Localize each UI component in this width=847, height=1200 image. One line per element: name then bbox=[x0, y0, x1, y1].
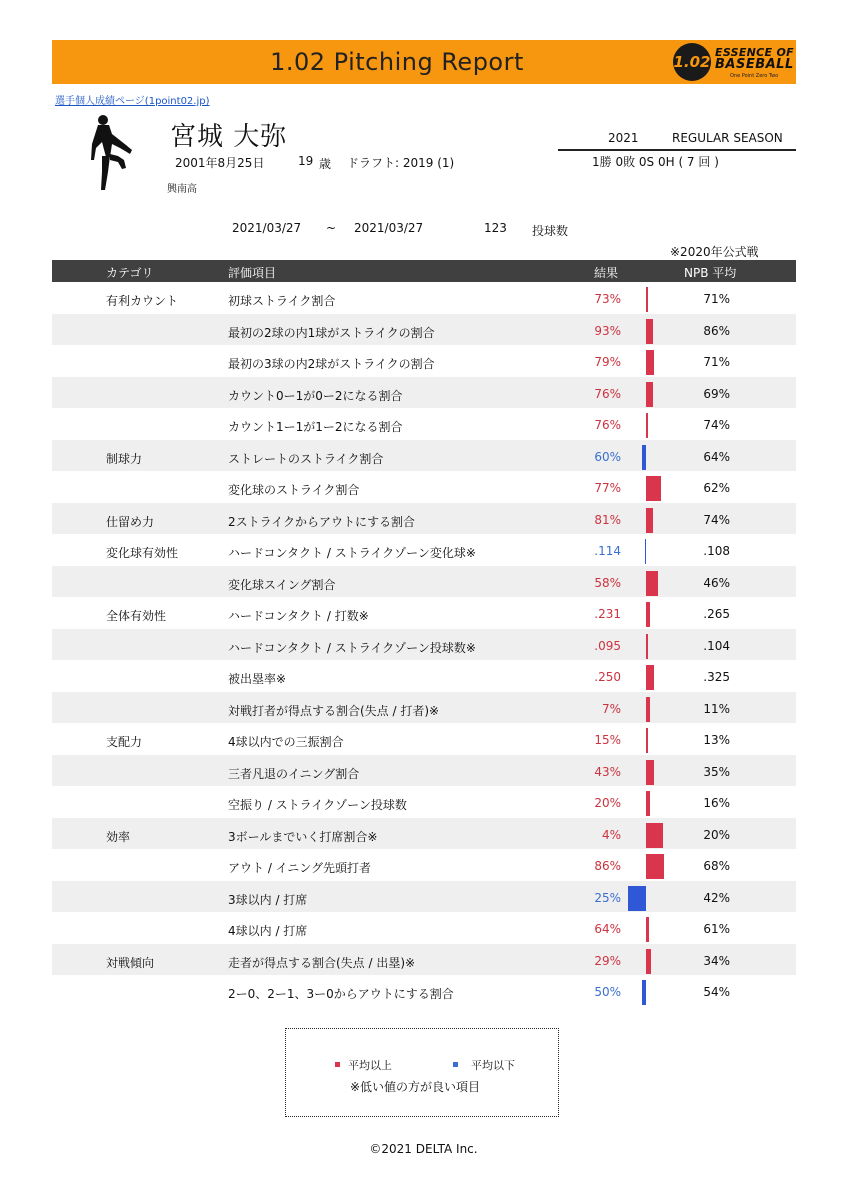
row-item: 空振り / ストライクゾーン投球数 bbox=[228, 798, 407, 812]
below-average-bar bbox=[628, 886, 646, 911]
legend-note: ※低い値の方が良い項目 bbox=[350, 1080, 481, 1094]
period-start-date: 2021/03/27 bbox=[232, 221, 302, 235]
table-row bbox=[52, 849, 796, 880]
logo-line-2: BASEBALL bbox=[715, 57, 794, 72]
player-name: 宮城 大弥 bbox=[170, 122, 288, 152]
row-npb-average: 34% bbox=[703, 953, 730, 968]
header-result: 結果 bbox=[594, 266, 619, 280]
above-average-bar bbox=[646, 697, 650, 722]
table-row bbox=[52, 629, 796, 660]
row-npb-average: .104 bbox=[703, 638, 730, 653]
row-result: .231 bbox=[594, 607, 621, 621]
above-average-bar bbox=[646, 319, 653, 344]
row-result: 50% bbox=[594, 985, 621, 999]
table-row bbox=[52, 818, 796, 849]
table-row bbox=[52, 377, 796, 408]
draft-info: ドラフト: 2019 (1) bbox=[347, 156, 455, 170]
row-item: 対戦打者が得点する割合(失点 / 打者)※ bbox=[228, 703, 440, 718]
table-header bbox=[52, 260, 796, 282]
above-average-bar bbox=[646, 823, 663, 848]
row-category: 有利カウント bbox=[106, 294, 179, 308]
row-result: 76% bbox=[594, 418, 621, 432]
row-item: ハードコンタクト / ストライクゾーン変化球※ bbox=[228, 546, 476, 560]
row-item: 3ボールまでいく打席割合※ bbox=[228, 829, 378, 844]
row-item: 初球ストライク割合 bbox=[228, 294, 336, 308]
row-category: 支配力 bbox=[106, 735, 143, 749]
header-category: カテゴリ bbox=[106, 266, 154, 280]
row-npb-average: 54% bbox=[703, 985, 730, 999]
season-divider bbox=[558, 149, 796, 151]
row-item: 最初の3球の内2球がストライクの割合 bbox=[228, 357, 435, 371]
above-average-bar bbox=[646, 287, 648, 312]
row-npb-average: 61% bbox=[703, 922, 730, 936]
table-row bbox=[52, 597, 796, 628]
row-result: 81% bbox=[594, 512, 621, 527]
row-result: 79% bbox=[594, 355, 621, 369]
row-npb-average: 64% bbox=[703, 449, 730, 464]
header-item: 評価項目 bbox=[228, 266, 277, 280]
pitch-count: 123 bbox=[484, 221, 507, 235]
table-row bbox=[52, 786, 796, 817]
table-row bbox=[52, 471, 796, 502]
row-result: 86% bbox=[594, 859, 621, 873]
row-npb-average: 74% bbox=[703, 418, 730, 432]
age-label: 歳 bbox=[319, 157, 332, 171]
row-item: カウント0ー1が0ー2になる割合 bbox=[228, 388, 403, 403]
row-result: .250 bbox=[594, 670, 621, 684]
table-row bbox=[52, 282, 796, 313]
above-average-bar bbox=[646, 917, 649, 942]
row-result: 20% bbox=[594, 796, 621, 810]
row-npb-average: .325 bbox=[703, 670, 730, 684]
age-value: 19 bbox=[298, 154, 314, 168]
table-row bbox=[52, 566, 796, 597]
table-row bbox=[52, 503, 796, 534]
table-row bbox=[52, 440, 796, 471]
table-row bbox=[52, 660, 796, 691]
row-item: 2ー0、2ー1、3ー0からアウトにする割合 bbox=[228, 987, 454, 1001]
season-year: 2021 bbox=[608, 131, 639, 145]
row-item: 最初の2球の内1球がストライクの割合 bbox=[228, 325, 435, 340]
row-result: 43% bbox=[594, 764, 621, 779]
table-row bbox=[52, 755, 796, 786]
period-separator: ~ bbox=[326, 221, 337, 235]
row-npb-average: .108 bbox=[703, 544, 730, 558]
row-item: 三者凡退のイニング割合 bbox=[228, 766, 360, 781]
player-stats-link[interactable]: 選手個人成績ページ(1point02.jp) bbox=[55, 96, 210, 107]
above-average-bar bbox=[646, 508, 653, 533]
row-result: .114 bbox=[594, 544, 621, 558]
official-note: ※2020年公式戦 bbox=[670, 245, 759, 259]
row-npb-average: 20% bbox=[703, 827, 730, 842]
above-average-bar bbox=[646, 728, 648, 753]
row-npb-average: 71% bbox=[703, 292, 730, 306]
row-result: 76% bbox=[594, 386, 621, 401]
legend-above-swatch bbox=[335, 1062, 340, 1067]
row-item: 4球以内 / 打席 bbox=[228, 924, 308, 938]
report-header bbox=[52, 40, 796, 84]
table-row bbox=[52, 345, 796, 376]
table-row bbox=[52, 534, 796, 565]
below-average-bar bbox=[642, 445, 647, 470]
row-item: 2ストライクからアウトにする割合 bbox=[228, 514, 416, 529]
row-category: 全体有効性 bbox=[106, 609, 167, 623]
row-npb-average: 71% bbox=[703, 355, 730, 369]
row-category: 制球力 bbox=[106, 451, 143, 466]
table-row bbox=[52, 723, 796, 754]
row-result: 29% bbox=[594, 953, 621, 968]
row-result: 15% bbox=[594, 733, 621, 747]
above-average-bar bbox=[646, 350, 654, 375]
pitcher-silhouette-icon bbox=[88, 112, 134, 192]
below-average-bar bbox=[642, 980, 647, 1005]
logo-line-1: ESSENCE OF bbox=[715, 46, 794, 59]
row-npb-average: 62% bbox=[703, 481, 730, 495]
row-npb-average: 86% bbox=[703, 323, 730, 338]
table-row bbox=[52, 944, 796, 975]
row-result: 93% bbox=[594, 323, 621, 338]
row-npb-average: 68% bbox=[703, 859, 730, 873]
period-end-date: 2021/03/27 bbox=[354, 221, 424, 235]
row-category: 仕留め力 bbox=[106, 514, 155, 529]
row-item: ハードコンタクト / ストライクゾーン投球数※ bbox=[228, 640, 476, 655]
row-item: 変化球スイング割合 bbox=[228, 577, 336, 592]
table-row bbox=[52, 408, 796, 439]
above-average-bar bbox=[646, 602, 650, 627]
row-category: 対戦傾向 bbox=[106, 955, 155, 970]
season-record: 1勝 0敗 0S 0H ( 7 回 ) bbox=[592, 155, 719, 169]
row-result: 58% bbox=[594, 575, 621, 590]
table-row bbox=[52, 975, 796, 1006]
row-npb-average: 16% bbox=[703, 796, 730, 810]
logo-badge: 1.02 bbox=[673, 43, 711, 81]
row-result: 60% bbox=[594, 449, 621, 464]
row-category: 変化球有効性 bbox=[106, 546, 179, 560]
birthdate: 2001年8月25日 bbox=[175, 156, 265, 170]
legend-below-swatch bbox=[453, 1062, 458, 1067]
table-row bbox=[52, 314, 796, 345]
row-npb-average: 11% bbox=[703, 701, 730, 716]
row-item: ハードコンタクト / 打数※ bbox=[228, 609, 369, 623]
row-category: 効率 bbox=[106, 829, 131, 844]
row-result: 25% bbox=[594, 890, 621, 905]
row-item: ストレートのストライク割合 bbox=[228, 451, 384, 466]
above-average-bar bbox=[646, 665, 654, 690]
table-row bbox=[52, 912, 796, 943]
above-average-bar bbox=[646, 382, 653, 407]
table-row bbox=[52, 692, 796, 723]
row-result: 73% bbox=[594, 292, 621, 306]
report-title: 1.02 Pitching Report bbox=[270, 48, 524, 76]
row-item: 4球以内での三振割合 bbox=[228, 735, 344, 749]
row-result: 7% bbox=[601, 701, 621, 716]
row-result: 64% bbox=[594, 922, 621, 936]
legend-above-label: 平均以上 bbox=[348, 1059, 392, 1072]
header-npb-average: NPB 平均 bbox=[684, 266, 737, 280]
row-result: 77% bbox=[594, 481, 621, 495]
legend-box bbox=[285, 1028, 559, 1117]
row-item: 走者が得点する割合(失点 / 出塁)※ bbox=[228, 955, 416, 970]
row-result: 4% bbox=[601, 827, 621, 842]
above-average-bar bbox=[646, 634, 648, 659]
season-type: REGULAR SEASON bbox=[672, 131, 783, 145]
row-item: 変化球のストライク割合 bbox=[228, 483, 360, 497]
above-average-bar bbox=[646, 413, 648, 438]
above-average-bar bbox=[646, 571, 658, 596]
legend-below-label: 平均以下 bbox=[471, 1059, 515, 1072]
row-item: カウント1ー1が1ー2になる割合 bbox=[228, 420, 403, 434]
above-average-bar bbox=[646, 476, 661, 501]
row-npb-average: 35% bbox=[703, 764, 730, 779]
below-average-bar bbox=[645, 539, 647, 564]
row-npb-average: 74% bbox=[703, 512, 730, 527]
row-item: 被出塁率※ bbox=[228, 672, 287, 686]
row-npb-average: 42% bbox=[703, 890, 730, 905]
row-result: .095 bbox=[594, 638, 621, 653]
pitch-count-label: 投球数 bbox=[532, 224, 569, 238]
row-npb-average: 69% bbox=[703, 386, 730, 401]
school-name: 興南高 bbox=[167, 184, 197, 195]
row-npb-average: .265 bbox=[703, 607, 730, 621]
above-average-bar bbox=[646, 949, 651, 974]
logo-line-3: One Point Zero Two bbox=[730, 73, 779, 79]
row-npb-average: 46% bbox=[703, 575, 730, 590]
above-average-bar bbox=[646, 760, 654, 785]
row-npb-average: 13% bbox=[703, 733, 730, 747]
copyright-footer: ©2021 DELTA Inc. bbox=[369, 1142, 478, 1156]
table-row bbox=[52, 881, 796, 912]
above-average-bar bbox=[646, 791, 650, 816]
row-item: アウト / イニング先頭打者 bbox=[228, 861, 371, 875]
essence-of-baseball-logo bbox=[670, 42, 794, 82]
row-item: 3球以内 / 打席 bbox=[228, 892, 308, 907]
above-average-bar bbox=[646, 854, 664, 879]
